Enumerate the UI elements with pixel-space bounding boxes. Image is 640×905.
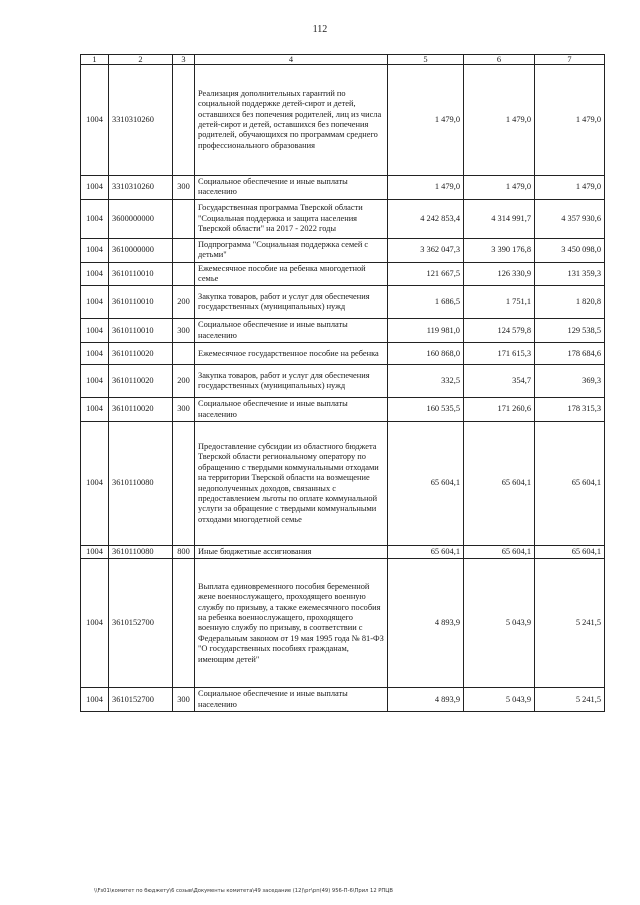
amount-cell: 5 241,5 <box>535 559 605 688</box>
code-cell: 3610110020 <box>109 343 173 365</box>
amount-cell: 4 314 991,7 <box>464 199 535 238</box>
code-cell: 3610110080 <box>109 422 173 546</box>
amount-cell: 126 330,9 <box>464 262 535 286</box>
type-cell: 300 <box>173 398 195 422</box>
type-cell: 200 <box>173 286 195 319</box>
amount-cell: 121 667,5 <box>388 262 464 286</box>
code-cell: 3610000000 <box>109 238 173 262</box>
amount-cell: 3 450 098,0 <box>535 238 605 262</box>
type-cell <box>173 65 195 176</box>
header-row <box>81 55 605 65</box>
type-cell: 300 <box>173 176 195 200</box>
amount-cell: 1 479,0 <box>388 65 464 176</box>
amount-cell: 354,7 <box>464 365 535 398</box>
name-cell: Предоставление субсидии из областного бюджета Тверской области региональному оператору по обращению с твердыми коммунальными отходами на территории Тверской области на возмещение недополученных доходов, связанных с предоставлением льготы по оплате коммунальной услуги за обращение с твердыми коммунальными отходами многодетной семье <box>195 422 388 546</box>
table-row <box>81 65 605 176</box>
code-cell: 3310310260 <box>109 176 173 200</box>
name-cell: Социальное обеспечение и иные выплаты населению <box>195 319 388 343</box>
amount-cell: 3 390 176,8 <box>464 238 535 262</box>
table-row <box>81 319 605 343</box>
table-row <box>81 398 605 422</box>
section-cell: 1004 <box>81 65 109 176</box>
type-cell: 200 <box>173 365 195 398</box>
type-cell <box>173 262 195 286</box>
section-cell: 1004 <box>81 365 109 398</box>
type-cell <box>173 199 195 238</box>
section-cell: 1004 <box>81 262 109 286</box>
name-cell: Закупка товаров, работ и услуг для обеспечения государственных (муниципальных) нужд <box>195 365 388 398</box>
amount-cell: 4 357 930,6 <box>535 199 605 238</box>
name-cell: Государственная программа Тверской области "Социальная поддержка и защита населения Тверской области" на 2017 - 2022 годы <box>195 199 388 238</box>
amount-cell: 65 604,1 <box>464 422 535 546</box>
table-row <box>81 176 605 200</box>
amount-cell: 1 479,0 <box>464 176 535 200</box>
table-row <box>81 546 605 559</box>
amount-cell: 4 893,9 <box>388 688 464 712</box>
table-row <box>81 688 605 712</box>
page-number: 112 <box>312 24 328 35</box>
section-cell: 1004 <box>81 559 109 688</box>
type-cell <box>173 238 195 262</box>
column-header: 2 <box>109 55 173 65</box>
amount-cell: 4 242 853,4 <box>388 199 464 238</box>
code-cell: 3610110020 <box>109 398 173 422</box>
type-cell: 800 <box>173 546 195 559</box>
code-cell: 3610152700 <box>109 559 173 688</box>
amount-cell: 1 479,0 <box>535 176 605 200</box>
amount-cell: 1 751,1 <box>464 286 535 319</box>
amount-cell: 171 615,3 <box>464 343 535 365</box>
amount-cell: 5 241,5 <box>535 688 605 712</box>
amount-cell: 1 479,0 <box>535 65 605 176</box>
section-cell: 1004 <box>81 286 109 319</box>
code-cell: 3610110010 <box>109 286 173 319</box>
name-cell: Социальное обеспечение и иные выплаты населению <box>195 688 388 712</box>
section-cell: 1004 <box>81 422 109 546</box>
code-cell: 3610110010 <box>109 262 173 286</box>
code-cell: 3310310260 <box>109 65 173 176</box>
name-cell: Ежемесячное государственное пособие на ребенка <box>195 343 388 365</box>
code-cell: 3600000000 <box>109 199 173 238</box>
section-cell: 1004 <box>81 398 109 422</box>
table-row <box>81 286 605 319</box>
name-cell: Иные бюджетные ассигнования <box>195 546 388 559</box>
type-cell <box>173 343 195 365</box>
amount-cell: 65 604,1 <box>388 422 464 546</box>
code-cell: 3610110010 <box>109 319 173 343</box>
amount-cell: 178 684,6 <box>535 343 605 365</box>
name-cell: Реализация дополнительных гарантий по социальной поддержке детей-сирот и детей, оставшихся без попечения родителей, лиц из числа детей-сирот и детей, оставшихся без попечения родителей, обучающихся по программам среднего профессионального образования <box>195 65 388 176</box>
table-row <box>81 559 605 688</box>
column-header: 7 <box>535 55 605 65</box>
column-header: 1 <box>81 55 109 65</box>
name-cell: Социальное обеспечение и иные выплаты населению <box>195 176 388 200</box>
amount-cell: 129 538,5 <box>535 319 605 343</box>
amount-cell: 1 686,5 <box>388 286 464 319</box>
amount-cell: 1 479,0 <box>388 176 464 200</box>
type-cell <box>173 422 195 546</box>
section-cell: 1004 <box>81 238 109 262</box>
amount-cell: 65 604,1 <box>388 546 464 559</box>
section-cell: 1004 <box>81 176 109 200</box>
section-cell: 1004 <box>81 199 109 238</box>
amount-cell: 65 604,1 <box>535 546 605 559</box>
code-cell: 3610152700 <box>109 688 173 712</box>
type-cell <box>173 559 195 688</box>
column-header: 4 <box>195 55 388 65</box>
amount-cell: 369,3 <box>535 365 605 398</box>
amount-cell: 131 359,3 <box>535 262 605 286</box>
type-cell: 300 <box>173 688 195 712</box>
amount-cell: 5 043,9 <box>464 559 535 688</box>
amount-cell: 178 315,3 <box>535 398 605 422</box>
code-cell: 3610110020 <box>109 365 173 398</box>
table-row <box>81 343 605 365</box>
amount-cell: 4 893,9 <box>388 559 464 688</box>
amount-cell: 5 043,9 <box>464 688 535 712</box>
column-header: 5 <box>388 55 464 65</box>
table-row <box>81 365 605 398</box>
amount-cell: 3 362 047,3 <box>388 238 464 262</box>
amount-cell: 332,5 <box>388 365 464 398</box>
amount-cell: 160 535,5 <box>388 398 464 422</box>
table-row <box>81 199 605 238</box>
amount-cell: 65 604,1 <box>464 546 535 559</box>
name-cell: Ежемесячное пособие на ребенка многодетной семье <box>195 262 388 286</box>
amount-cell: 171 260,6 <box>464 398 535 422</box>
name-cell: Подпрограмма "Социальная поддержка семей с детьми" <box>195 238 388 262</box>
section-cell: 1004 <box>81 546 109 559</box>
column-header: 6 <box>464 55 535 65</box>
column-header: 3 <box>173 55 195 65</box>
amount-cell: 124 579,8 <box>464 319 535 343</box>
amount-cell: 1 820,8 <box>535 286 605 319</box>
table-body <box>81 65 605 712</box>
table-row <box>81 238 605 262</box>
name-cell: Закупка товаров, работ и услуг для обеспечения государственных (муниципальных) нужд <box>195 286 388 319</box>
section-cell: 1004 <box>81 343 109 365</box>
amount-cell: 65 604,1 <box>535 422 605 546</box>
table-row <box>81 422 605 546</box>
section-cell: 1004 <box>81 319 109 343</box>
amount-cell: 160 868,0 <box>388 343 464 365</box>
table-row <box>81 262 605 286</box>
code-cell: 3610110080 <box>109 546 173 559</box>
amount-cell: 119 981,0 <box>388 319 464 343</box>
type-cell: 300 <box>173 319 195 343</box>
section-cell: 1004 <box>81 688 109 712</box>
name-cell: Выплата единовременного пособия беременной жене военнослужащего, проходящего военную службу по призыву, а также ежемесячного пособия на ребенка военнослужащего, проходящего военную службу по призыву, в соответствии с Федеральным законом от 19 мая 1995 года № 81-ФЗ "О государственных пособиях гражданам, имеющим детей" <box>195 559 388 688</box>
name-cell: Социальное обеспечение и иные выплаты населению <box>195 398 388 422</box>
budget-table <box>80 54 605 712</box>
footer-file-path: \\Fs01\комитет по бюджету\6 созыв\Документы комитета\49 заседание (12)\рг\рп(49) 956-П-6\Прил 12 РПЦВ <box>94 888 393 894</box>
amount-cell: 1 479,0 <box>464 65 535 176</box>
